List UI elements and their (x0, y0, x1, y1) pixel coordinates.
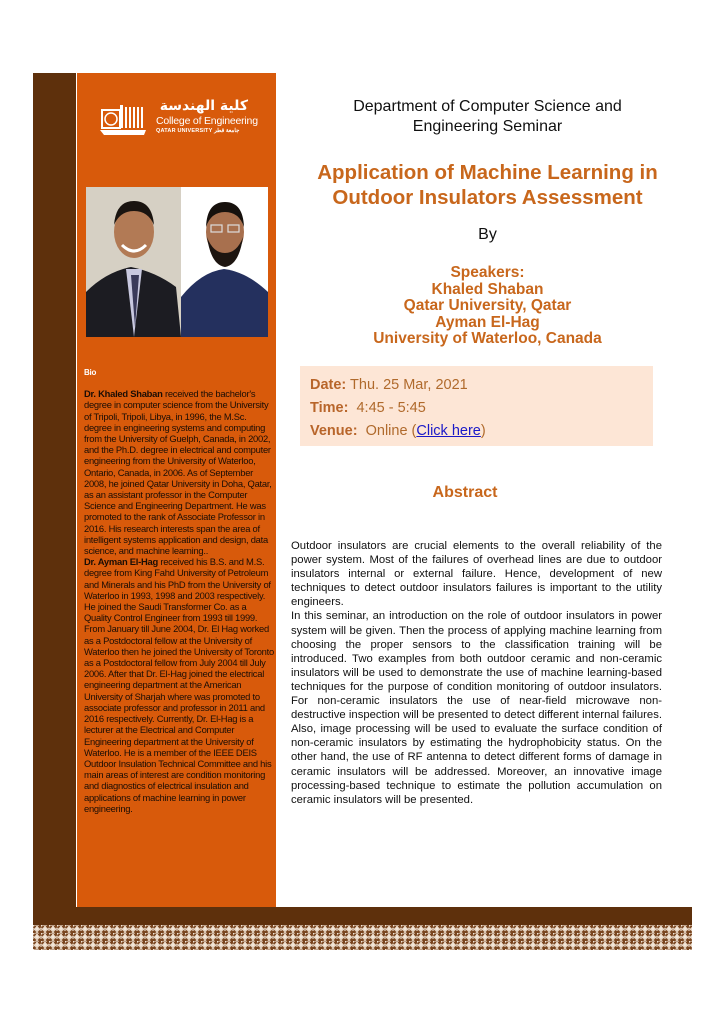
date-value: Thu. 25 Mar, 2021 (346, 377, 468, 393)
abstract-heading: Abstract (432, 484, 498, 501)
title-line: Outdoor Insulators Assessment (332, 186, 643, 209)
abstract-paragraph: In this seminar, an introduction on the role of outdoor insulators in power system will be given. Then the process of applying machine learning from choosing the proper sensors to the classification training will be introduced. Two examples from both outdoor ceramic and non-ceramic insulators will be used to demonstrate the use of machine learning-based techniques for the purpose of condition monitoring of outdoor insulators. For non-ceramic insulators the use of near-field microwave non-destructive inspection will be presented to detect different internal failures. Also, image processing will be used to evaluate the surface condition of non-ceramic insulators by estimating the hydrophobicity status. On the other hand, the use of RF antenna to detect different forms of damage in ceramic insulators will be addressed. Moreover, an innovative image processing-based technique to estimate the pollution accumulation on ceramic insulators will be presented. (291, 610, 662, 806)
left-brown-column (33, 73, 76, 907)
logo-university-text: QATAR UNIVERSITY جامعة قطر (156, 128, 240, 134)
abstract-paragraph: Outdoor insulators are crucial elements to the overall reliability of the power system. Most of the failures of overhead lines are due to outdoor insulators internal or external failure. Hence, development of new techniques to detect outdoor insulators failures is important to the utility engineers. (291, 540, 662, 609)
date-label: Date: (310, 377, 347, 393)
seminar-title (290, 160, 685, 210)
department-line: Engineering Seminar (412, 118, 563, 135)
time-value: 4:45 - 5:45 (348, 400, 426, 416)
time-label: Time: (310, 400, 349, 416)
department-line: Department of Computer Science and (353, 98, 622, 115)
department-heading (300, 97, 675, 137)
by-label: By (478, 226, 497, 243)
speaker-line: University of Waterloo, Canada (373, 330, 602, 347)
venue-label: Venue: (310, 423, 358, 439)
logo-english-text: College of Engineering (156, 115, 258, 127)
footer-decorative-pattern (33, 925, 692, 950)
bio-name: Dr. Ayman El-Hag (84, 556, 158, 568)
bio-heading: Bio (84, 368, 97, 377)
speaker-line: Khaled Shaban (431, 280, 544, 298)
speaker-line: Ayman El-Hag (435, 313, 540, 331)
college-building-icon (100, 102, 148, 136)
venue-value: Online ( (357, 423, 417, 439)
abstract-body (291, 539, 662, 807)
speaker-photo-ayman-el-hag (181, 187, 268, 337)
bio-text: received the bachelor's degree in computer science from the University of Tripoli, Tripoli, Libya, in 1996, the M.Sc. degree in engineering systems and computing from the University of Guelph, Canada, in 2002, and the Ph.D. degree in electrical and computer engineering from the University of Waterloo, Ontario, Canada, in 2006. As of September 2008, he joined Qatar University in Doha, Qatar, as an assistant professor in the Computer Science and Engineering Department. He was promoted to the rank of Associate Professor in 2016. His research interests span the area of intelligent systems application and design, data science, and machine learning.. (84, 388, 272, 557)
bio-ayman-el-hag (84, 556, 274, 814)
bio-name: Dr. Khaled Shaban (84, 388, 163, 400)
venue-link[interactable]: Click here (416, 423, 481, 439)
speakers-label: Speakers: (450, 264, 525, 281)
speakers-block (300, 265, 675, 348)
speaker-photos (86, 187, 268, 337)
bio-khaled-shaban (84, 388, 274, 556)
person-icon (181, 187, 268, 337)
venue-close: ) (480, 423, 486, 439)
footer-brown-band (33, 907, 692, 925)
venue-row (310, 420, 643, 443)
date-row (310, 374, 643, 397)
speaker-line: Qatar University, Qatar (403, 297, 572, 314)
bio-text: received his B.S. and M.S. degree from King Fahd University of Petroleum and Minerals and his PhD from the University of Waterloo in 1993, 1998 and 2003 respectively. He joined the Saudi Transformer Co. as a Quality Control Engineer from 1993 till 1999. From January till June 2004, Dr. El Hag worked as a Postdoctoral fellow at the University of Waterloo then he joined the University of Toronto as a Postdoctoral fellow from July 2004 till July 2006. After that Dr. El-Hag joined the electrical engineering department at the American University of Sharjah where was promoted to associate professor and professor in 2011 and 2016 respectively. Currently, Dr. El-Hag is a lecturer at the Electrical and Computer Engineering department at the University of Waterloo. He is a member of the IEEE DEIS Outdoor Insulation Technical Committee and his main areas of interest are condition monitoring and diagnostics of electrical insulation and applications of machine learning in power engineering. (84, 556, 274, 814)
college-logo (100, 98, 260, 140)
speaker-photo-khaled-shaban (86, 187, 181, 337)
logo-arabic-text: كلية الهندسة (159, 98, 248, 114)
title-line: Application of Machine Learning in (317, 161, 658, 184)
event-info-box (300, 366, 653, 446)
time-row (310, 397, 643, 420)
person-icon (86, 187, 181, 337)
bio-section (84, 367, 274, 814)
